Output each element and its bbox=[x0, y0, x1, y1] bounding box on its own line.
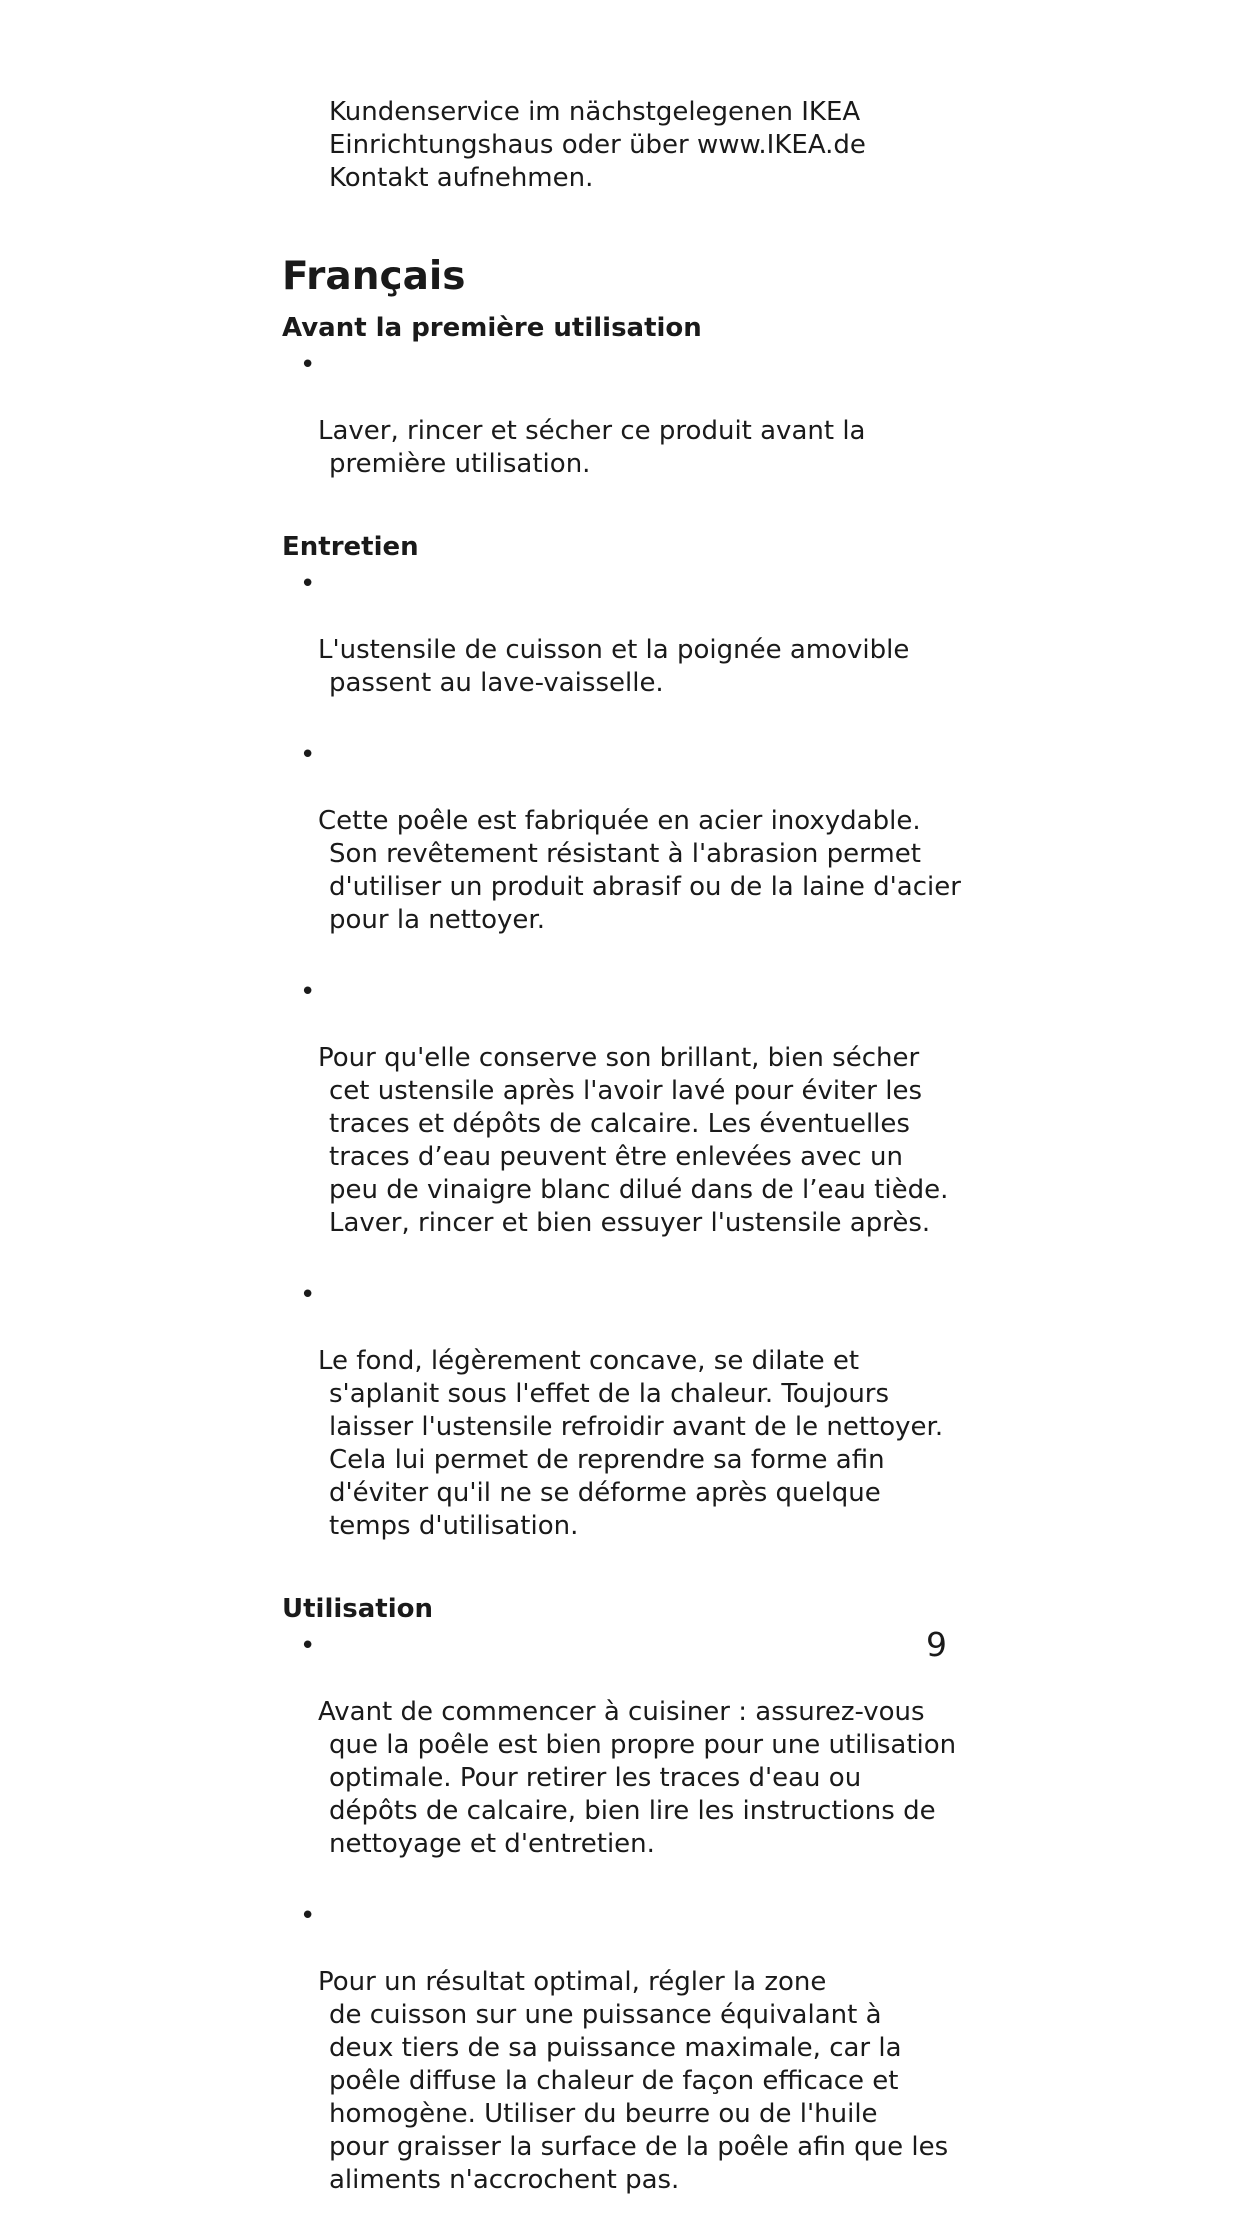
list-item bbox=[282, 1279, 1002, 1576]
bullet-icon: • bbox=[300, 1280, 316, 1310]
language-title: Français bbox=[282, 254, 466, 299]
maintenance-list bbox=[282, 568, 1002, 1576]
section-heading-first-use: Avant la première utilisation bbox=[282, 313, 702, 343]
document-page bbox=[282, 96, 1002, 2236]
bullet-icon: • bbox=[300, 569, 316, 599]
list-item bbox=[282, 349, 1002, 514]
first-use-list bbox=[282, 349, 1002, 514]
section-heading-usage: Utilisation bbox=[282, 1594, 434, 1624]
list-item-text: Pour qu'elle conserve son brillant, bien sécher cet ustensile après l'avoir lavé pour éviter les traces et dépôts de calcaire. Les éventuelles traces d’eau peuvent être enlevées avec un peu de vinaigre blanc dilué dans de l’eau tiède. Laver, rincer et bien essuyer l'ustensile après. bbox=[318, 1043, 949, 1238]
bullet-icon: • bbox=[300, 740, 316, 770]
list-item bbox=[282, 568, 1002, 733]
list-item-text: Le fond, légèrement concave, se dilate et s'aplanit sous l'effet de la chaleur. Toujours laisser l'ustensile refroidir avant de le nettoyer. Cela lui permet de reprendre sa forme afin d'éviter qu'il ne se déforme après quelque temps d'utilisation. bbox=[318, 1346, 944, 1541]
list-item-text: Pour un résultat optimal, régler la zone de cuisson sur une puissance équivalant à deux tiers de sa puissance maximale, car la poêle diffuse la chaleur de façon efficace et homogène. Utiliser du beurre ou de l'huile pour graisser la surface de la poêle afin que les aliments n'accrochent pas. bbox=[318, 1967, 949, 2195]
list-item-text: Avant de commencer à cuisiner : assurez-vous que la poêle est bien propre pour une utilisation optimale. Pour retirer les traces d'eau ou dépôts de calcaire, bien lire les instructions de nettoyage et d'entretien. bbox=[318, 1697, 957, 1859]
list-item-text: Cette poêle est fabriquée en acier inoxydable. Son revêtement résistant à l'abrasion permet d'utiliser un produit abrasif ou de la laine d'acier pour la nettoyer. bbox=[318, 806, 961, 935]
bullet-icon: • bbox=[300, 1901, 316, 1931]
bullet-icon: • bbox=[300, 1631, 316, 1661]
list-item bbox=[282, 739, 1002, 970]
bullet-icon: • bbox=[300, 350, 316, 380]
section-heading-maintenance: Entretien bbox=[282, 532, 419, 562]
page-number: 9 bbox=[926, 1625, 947, 1664]
intro-paragraph: Kundenservice im nächstgelegenen IKEA Einrichtungshaus oder über www.IKEA.de Kontakt aufnehmen. bbox=[329, 97, 866, 193]
list-item-text: Laver, rincer et sécher ce produit avant la première utilisation. bbox=[318, 416, 866, 479]
list-item-text: L'ustensile de cuisson et la poignée amovible passent au lave-vaisselle. bbox=[318, 635, 910, 698]
usage-list bbox=[282, 1630, 1002, 2230]
list-item bbox=[282, 1900, 1002, 2230]
bullet-icon: • bbox=[300, 977, 316, 1007]
list-item bbox=[282, 976, 1002, 1273]
list-item bbox=[282, 1630, 1002, 1894]
